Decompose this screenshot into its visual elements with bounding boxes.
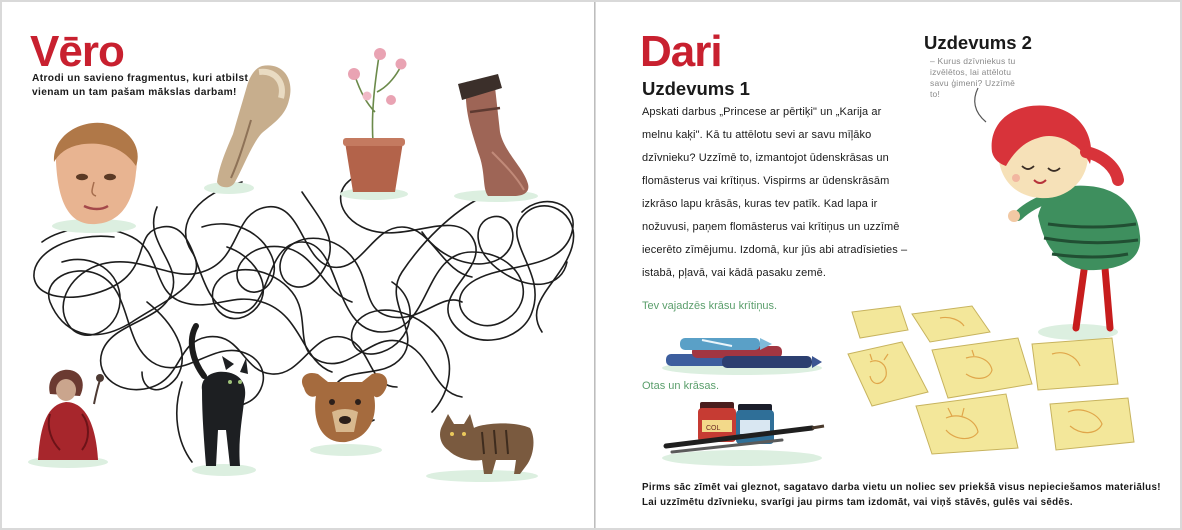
crayons-icon [662, 324, 822, 376]
flower-pot-icon [337, 42, 412, 202]
paints-brushes-illustration [662, 398, 822, 473]
boot-fragment[interactable] [444, 72, 539, 207]
page-title-dari: Dari [640, 27, 722, 76]
task1-heading: Uzdevums 1 [642, 78, 750, 99]
paint-jar-label: COL [706, 425, 721, 432]
boot-icon [444, 72, 539, 202]
crayons-illustration [662, 324, 822, 381]
left-page [2, 2, 595, 528]
paints-icon [662, 398, 822, 468]
paints-label: Otas un krāsas. [642, 380, 720, 392]
red-monkey-princess-fragment[interactable] [20, 364, 115, 474]
task2-heading: Uzdevums 2 [924, 32, 1032, 53]
tabby-cat-fragment[interactable] [422, 404, 542, 489]
monkey-figure-icon [20, 364, 115, 469]
drawings-on-floor [842, 302, 1142, 467]
paper-sheets-icon [842, 302, 1142, 462]
dog-icon [292, 368, 392, 458]
footer-note: Pirms sāc zīmēt vai gleznot, sagatavo darba vietu un noliec sev priekšā visus nepieciešamos materiālus! Lai uzzīmētu dzīvnieku, svarīgi jau pirms tam izdomāt, vai viņš stāvēs, gulēs vai sēdēs. [642, 482, 1161, 508]
black-cat-fragment[interactable] [182, 320, 262, 485]
task2-speech-text: – Kurus dzīvniekus tu izvēlētos, lai attēlotu savu ģimeni? Uzzīmē to! [930, 56, 1016, 99]
instruction-text: Atrodi un savieno fragmentus, kuri atbilst vienam un tam pašam mākslas darbam! [32, 73, 249, 98]
black-cat-icon [182, 320, 262, 480]
crayons-label: Tev vajadzēs krāsu krītiņus. [642, 300, 778, 312]
right-page [596, 2, 1180, 528]
tabby-cat-icon [422, 404, 542, 484]
potted-flower-fragment[interactable] [337, 42, 412, 207]
task1-body: Apskati darbus „Princese ar pērtiķi" un „Karija ar melnu kaķi". Kā tu attēlotu sevi ar savu mīļāko dzīvnieku? Uzzīmē to, izmantojot ūdenskrāsas un flomāsterus vai krītiņus. Vispirms ar ūdenskrāsām izkrāso lapu krāsās, kuras tev patīk. Kad lapa ir nožuvusi, paņem flomāsterus vai krītiņus un uzzīmē iecerēto zīmējumu. Izdomā, kur jūs abi atradīsieties – istabā, pļavā, vai kādā pasaku zemē. [642, 106, 908, 279]
puppy-fragment[interactable] [292, 368, 392, 463]
boy-face-fragment[interactable] [44, 122, 144, 242]
bone-icon [207, 60, 297, 200]
boy-face-icon [44, 122, 144, 237]
bone-leg-fragment[interactable] [207, 60, 297, 205]
page-title-vero: Vēro [30, 27, 124, 76]
